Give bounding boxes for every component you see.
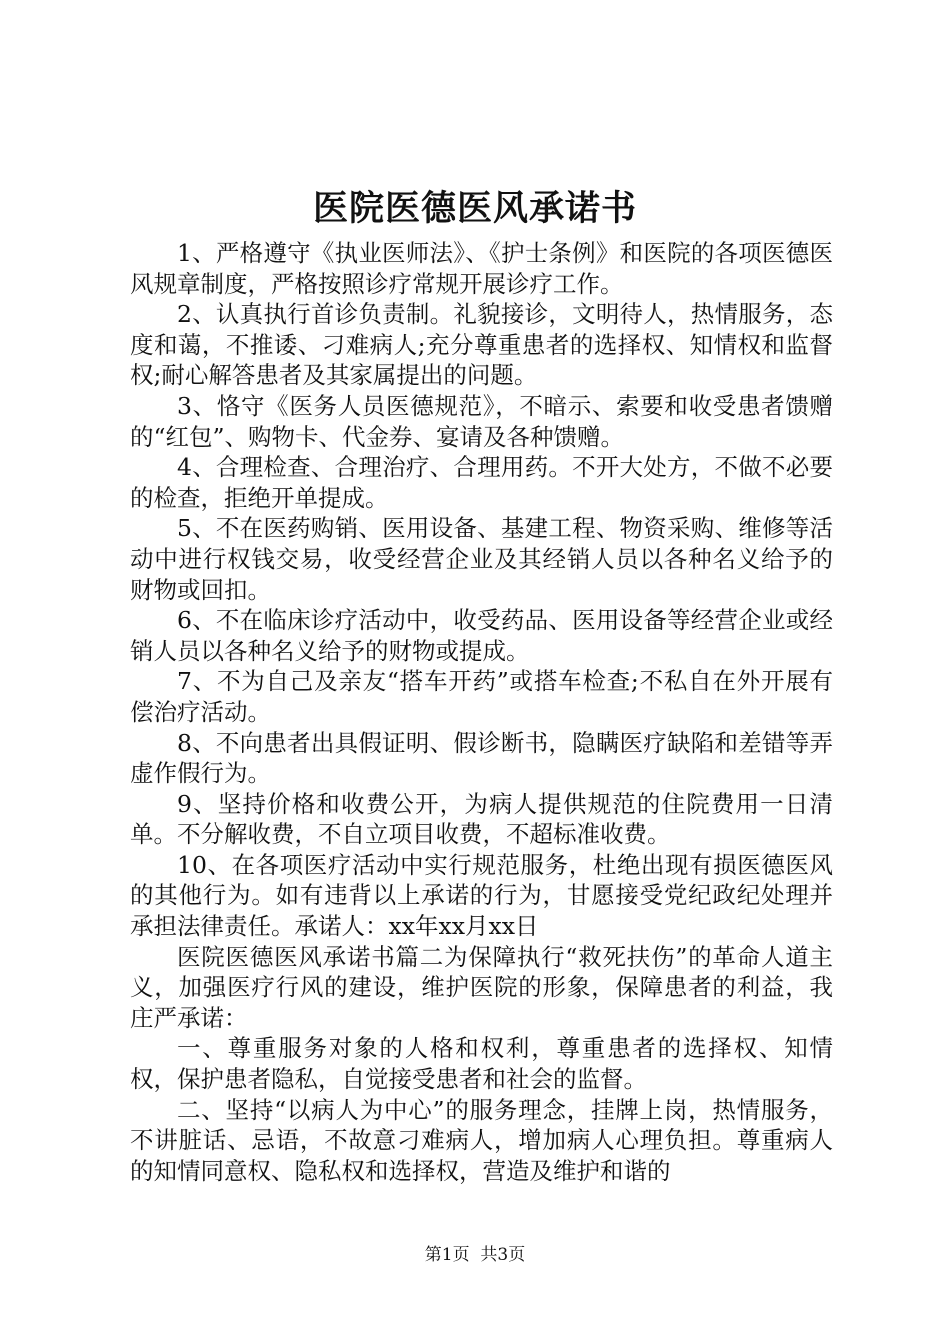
paragraph: 1、严格遵守《执业医师法》、《护士条例》和医院的各项医德医风规章制度，严格按照诊疗常规开展诊疗工作。 [130,239,833,298]
page-number: 第1页 [424,1245,470,1265]
paragraph: 医院医德医风承诺书篇二为保障执行“救死扶伤”的革命人道主义，加强医疗行风的建设，维护医院的形象，保障患者的利益，我庄严承诺： [130,942,833,1032]
paragraph: 9、坚持价格和收费公开，为病人提供规范的住院费用一日清单。不分解收费，不自立项目收费，不超标准收费。 [130,789,833,849]
paragraph: 5、不在医药购销、医用设备、基建工程、物资采购、维修等活动中进行权钱交易，收受经营企业及其经销人员以各种名义给予的财物或回扣。 [130,514,833,604]
paragraph: 3、恪守《医务人员医德规范》，不暗示、索要和收受患者馈赠的“红包”、购物卡、代金券、宴请及各种馈赠。 [130,391,833,451]
paragraph: 8、不向患者出具假证明、假诊断书，隐瞒医疗缺陷和差错等弄虚作假行为。 [130,728,833,788]
paragraph: 2、认真执行首诊负责制。礼貌接诊，文明待人，热情服务，态度和蔼，不推诿、刁难病人;充分尊重患者的选择权、知情权和监督权;耐心解答患者及其家属提出的问题。 [130,300,833,390]
page-footer [0,1244,950,1266]
paragraph: 6、不在临床诊疗活动中，收受药品、医用设备等经营企业或经销人员以各种名义给予的财物或提成。 [130,606,833,665]
paragraph: 二、坚持“以病人为中心”的服务理念，挂牌上岗，热情服务，不讲脏话、忌语，不故意刁难病人，增加病人心理负担。尊重病人的知情同意权、隐私权和选择权，营造及维护和谐的 [130,1095,833,1185]
paragraph: 一、尊重服务对象的人格和权利，尊重患者的选择权、知情权，保护患者隐私，自觉接受患者和社会的监督。 [130,1034,833,1094]
paragraph: 4、合理检查、合理治疗、合理用药。不开大处方，不做不必要的检查，拒绝开单提成。 [130,453,833,512]
document-body [130,238,833,1186]
document-title: 医院医德医风承诺书 [312,188,637,229]
page-total: 共3页 [480,1245,526,1265]
footer-separator [470,1245,481,1265]
paragraph: 7、不为自己及亲友“搭车开药”或搭车检查;不私自在外开展有偿治疗活动。 [130,667,833,726]
paragraph: 10、在各项医疗活动中实行规范服务，杜绝出现有损医德医风的其他行为。如有违背以上承诺的行为，甘愿接受党纪政纪处理并承担法律责任。承诺人：xx年xx月xx日 [130,850,833,941]
